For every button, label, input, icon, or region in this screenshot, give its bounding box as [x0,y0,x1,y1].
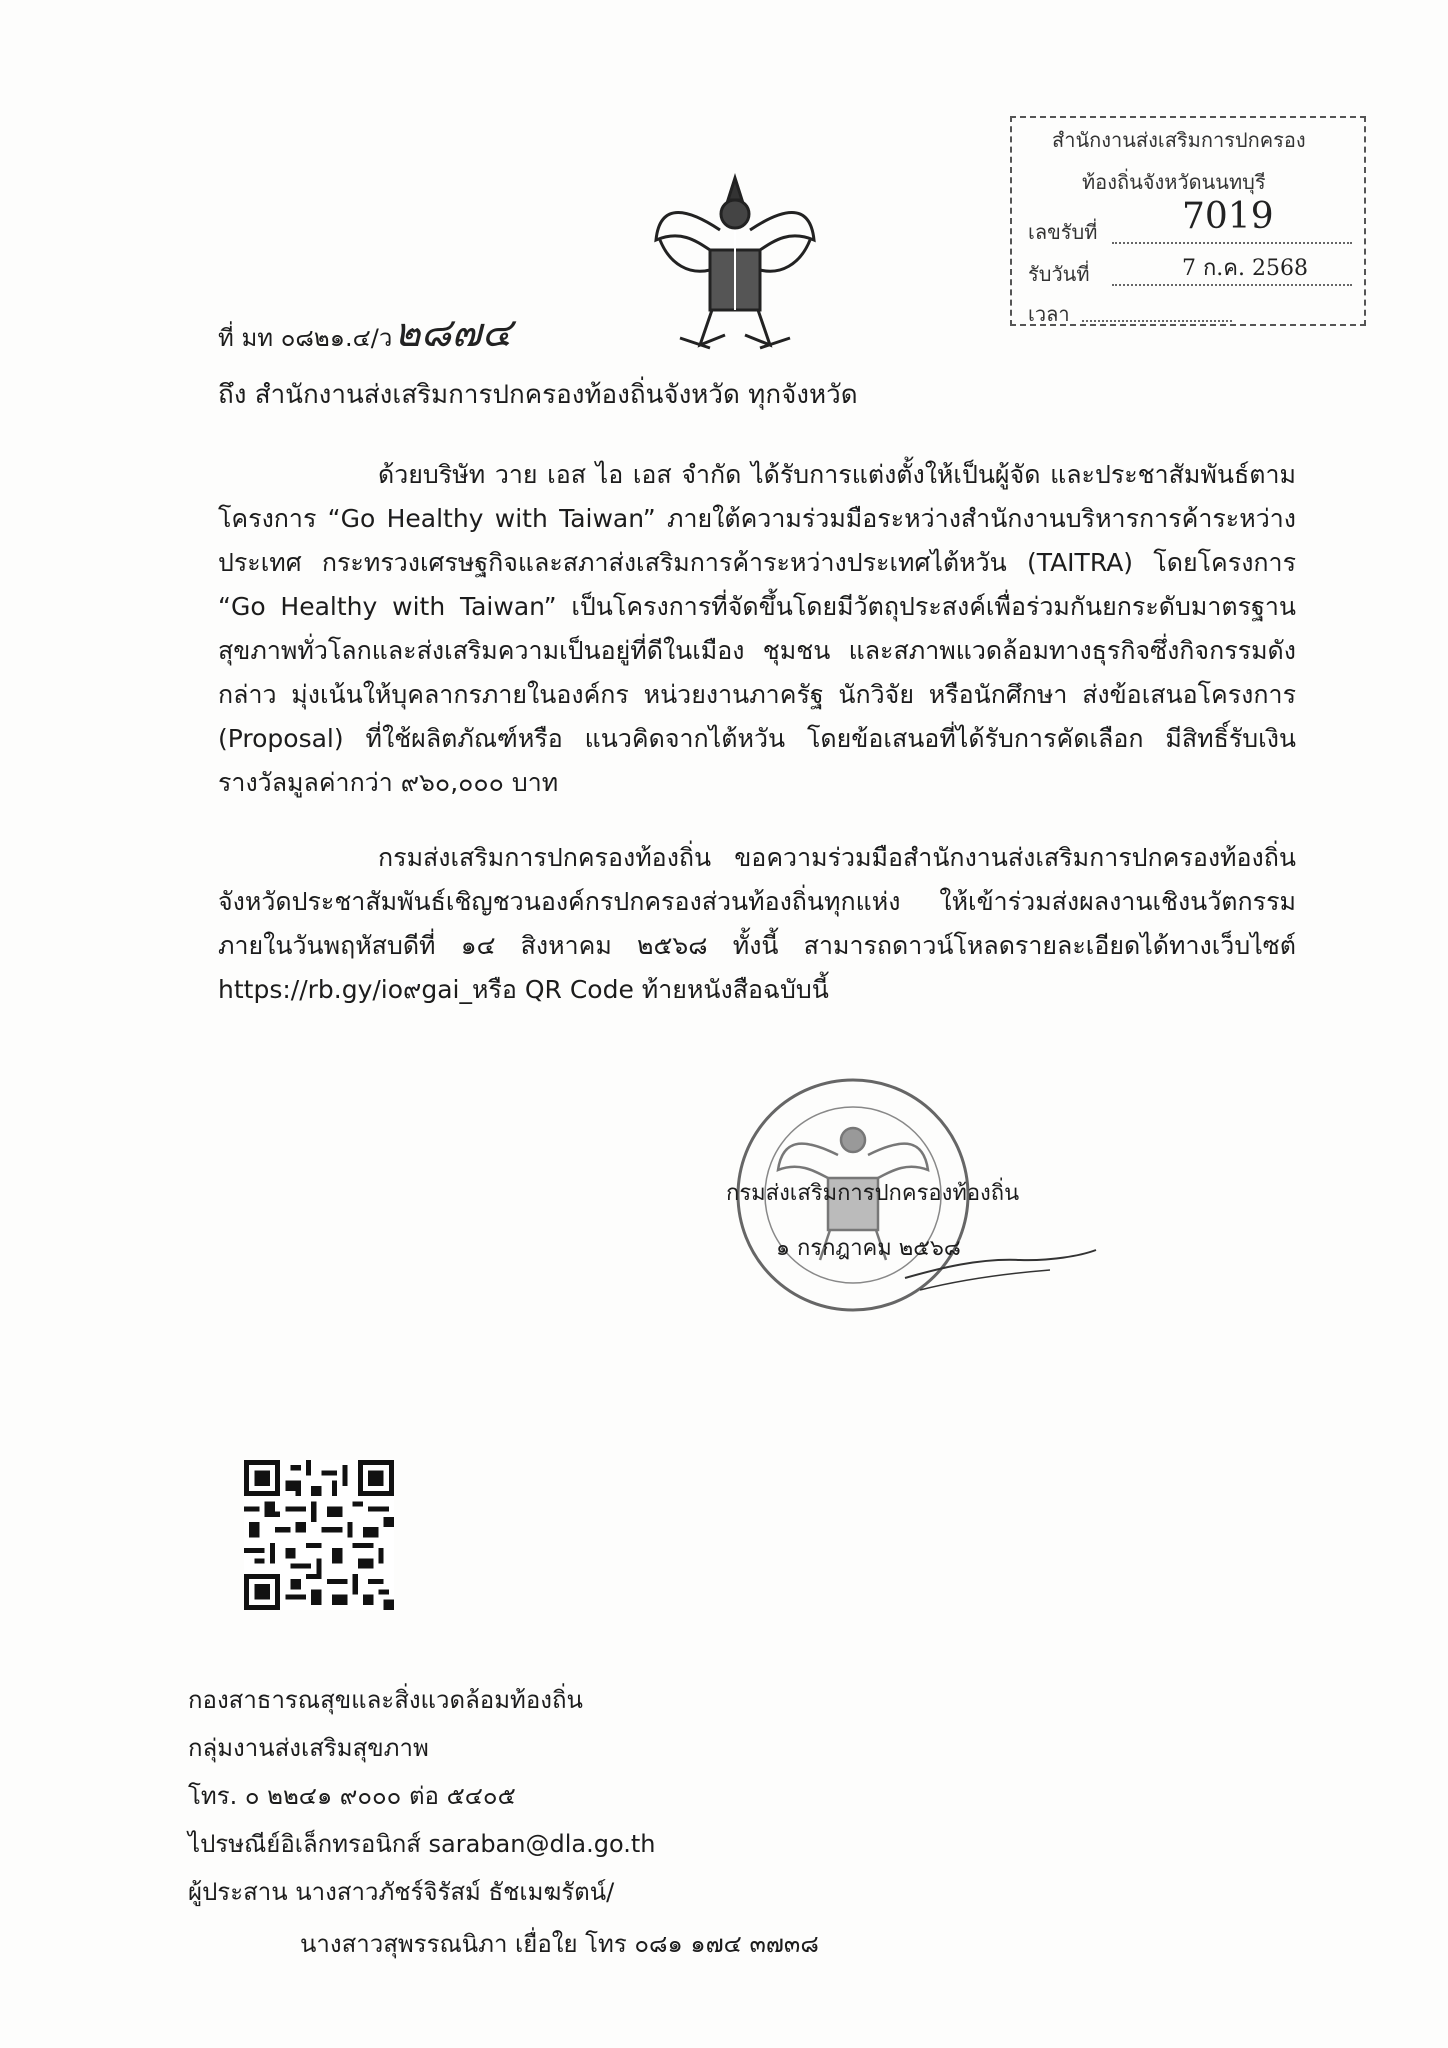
reference-prefix: ที่ มท ๐๘๒๑.๔/ว [218,324,393,352]
stamp-receipt-label: เลขรับที่ [1028,220,1098,244]
body-paragraph-1 [218,453,1296,805]
footer-division: กองสาธารณสุขและสิ่งแวดล้อมท้องถิ่น [188,1686,583,1714]
addressee: ถึง สำนักงานส่งเสริมการปกครองท้องถิ่นจังหวัด ทุกจังหวัด [218,380,858,410]
footer-group: กลุ่มงานส่งเสริมสุขภาพ [188,1734,429,1762]
signature-stroke [900,1238,1100,1298]
garuda-emblem-icon [650,170,820,360]
receipt-stamp [1010,116,1366,326]
stamp-time-label: เวลา [1028,302,1070,326]
footer-coordinator-2: นางสาวสุพรรณนิภา เยื่อใย โทร ๐๘๑ ๑๗๔ ๓๗๓๘ [300,1930,819,1958]
stamp-receipt-no: 7019 [1182,196,1274,237]
footer-coordinator: ผู้ประสาน นางสาวภัชร์จิรัสม์ ธัชเมฆรัตน์/ [188,1878,615,1906]
footer-phone: โทร. ๐ ๒๒๔๑ ๙๐๐๐ ต่อ ๕๔๐๕ [188,1782,516,1810]
qr-code-icon [244,1460,394,1610]
footer-email: ไปรษณีย์อิเล็กทรอนิกส์ saraban@dla.go.th [188,1830,656,1858]
signing-date-month-year: กรกฎาคม ๒๕๖๘ [796,1236,961,1261]
stamp-date-value: 7 ก.ค. 2568 [1182,256,1308,281]
stamp-office-line1: สำนักงานส่งเสริมการปกครอง [1052,128,1306,152]
body-paragraph-1-text: ด้วยบริษัท วาย เอส ไอ เอส จำกัด ได้รับการแต่งตั้งให้เป็นผู้จัด และประชาสัมพันธ์ตามโครงการ “Go Healthy with Taiwan” ภายใต้ความร่วมมือระหว่างสำนักงานบริหารการค้าระหว่างประเทศ กระทรวงเศรษฐกิจและสภาส่งเสริมการค้าระหว่างประเทศไต้หวัน (TAITRA) โดยโครงการ “Go Healthy with Taiwan” เป็นโครงการที่จัดขึ้นโดยมีวัตถุประสงค์เพื่อร่วมกันยกระดับมาตรฐานสุขภาพทั่วโลกและส่งเสริมความเป็นอยู่ที่ดีในเมือง ชุมชน และสภาพแวดล้อมทางธุรกิจซึ่งกิจกรรมดังกล่าว มุ่งเน้นให้บุคลากรภายในองค์กร หน่วยงานภาครัฐ นักวิจัย หรือนักศึกษา ส่งข้อเสนอโครงการ (Proposal) ที่ใช้ผลิตภัณฑ์หรือ แนวคิดจากไต้หวัน โดยข้อเสนอที่ได้รับการคัดเลือก มีสิทธิ์รับเงินรางวัลมูลค่ากว่า ๙๖๐,๐๐๐ บาท [218,460,1296,797]
body-paragraph-2 [218,836,1296,1012]
stamp-dots-3 [1082,320,1232,322]
stamp-date-label: รับวันที่ [1028,262,1090,286]
body-paragraph-2-text: กรมส่งเสริมการปกครองท้องถิ่น ขอความร่วมมือสำนักงานส่งเสริมการปกครองท้องถิ่นจังหวัดประชาสัมพันธ์เชิญชวนองค์กรปกครองส่วนท้องถิ่นทุกแห่ง ให้เข้าร่วมส่งผลงานเชิงนวัตกรรมภายในวันพฤหัสบดีที่ ๑๔ สิงหาคม ๒๕๖๘ ทั้งนี้ สามารถดาวน์โหลดรายละเอียดได้ทางเว็บไซต์ https://rb.gy/io๙gai_หรือ QR Code ท้ายหนังสือฉบับนี้ [218,843,1296,1004]
signing-date-day: ๑ [776,1236,790,1261]
reference-handwritten-number: ๒๘๗๔ [394,310,512,356]
stamp-dots-1 [1112,242,1352,244]
reference-number [218,300,512,364]
signing-department: กรมส่งเสริมการปกครองท้องถิ่น [726,1181,1020,1206]
stamp-office-line2: ท้องถิ่นจังหวัดนนทบุรี [1082,170,1266,194]
